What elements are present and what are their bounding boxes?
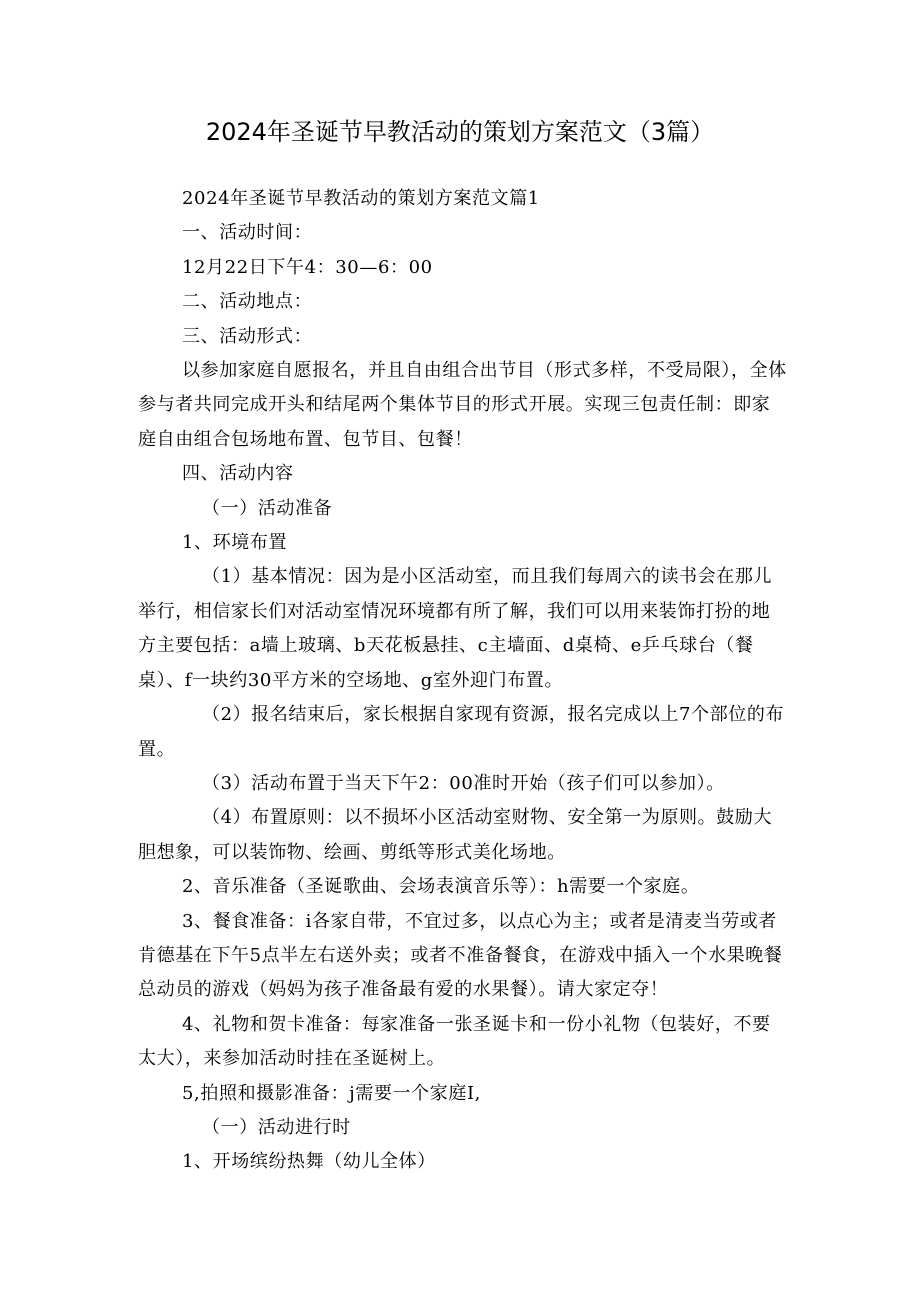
item-heading: 1、开场缤纷热舞（幼儿全体） <box>182 1151 436 1173</box>
sub-heading: （一）活动准备 <box>202 497 333 519</box>
paragraph: 3、餐食准备：i各家自带，不宜过多，以点心为主；或者是清麦当劳或者肯德基在下午5点半左右送外卖；或者不准备餐食，在游戏中插入一个水果晚餐总动员的游戏（妈妈为孩子准备最有爱的水果餐）。请大家定夺！ <box>138 910 783 1001</box>
paragraph: （1）基本情况：因为是小区活动室，而且我们每周六的读书会在那儿举行，相信家长们对活动室情况环境都有所了解，我们可以用来装饰打扮的地方主要包括：a墙上玻璃、b天花板悬挂、c主墙面、d桌椅、e乒乓球台（餐桌）、f一块约30平方米的空场地、g室外迎门布置。 <box>138 566 773 691</box>
item-heading: 一、活动时间： <box>182 222 313 244</box>
sub-heading: （一）活动进行时 <box>202 1116 351 1138</box>
item-heading: 二、活动地点： <box>182 291 313 313</box>
paragraph: 4、礼物和贺卡准备：每家准备一张圣诞卡和一份小礼物（包装好，不要太大），来参加活动时挂在圣诞树上。 <box>138 1013 771 1070</box>
paragraph: 2、音乐准备（圣诞歌曲、会场表演音乐等）：h需要一个家庭。 <box>182 876 700 898</box>
document-body <box>138 182 788 1180</box>
item-heading: 1、环境布置 <box>182 532 288 554</box>
paragraph: （2）报名结束后，家长根据自家现有资源，报名完成以上7个部位的布置。 <box>138 704 785 760</box>
document-title: 2024年圣诞节早教活动的策划方案范文（3篇） <box>205 118 715 146</box>
activity-time: 12月22日下午4：30—6：00 <box>182 256 433 278</box>
item-heading: 三、活动形式： <box>182 325 313 347</box>
paragraph: 5,拍照和摄影准备：j需要一个家庭I, <box>182 1082 481 1104</box>
item-heading: 四、活动内容 <box>182 463 294 485</box>
paragraph: （4）布置原则：以不损坏小区活动室财物、安全第一为原则。鼓励大胆想象，可以装饰物、绘画、剪纸等形式美化场地。 <box>138 807 773 863</box>
paragraph: （3）活动布置于当天下午2：00准时开始（孩子们可以参加）。 <box>202 772 725 794</box>
paragraph: 以参加家庭自愿报名，并且自由组合出节目（形式多样，不受局限），全体参与者共同完成开头和结尾两个集体节目的形式开展。实现三包责任制：即家庭自由组合包场地布置、包节目、包餐！ <box>138 360 787 450</box>
section-heading: 2024年圣诞节早教活动的策划方案范文篇1 <box>182 188 540 209</box>
